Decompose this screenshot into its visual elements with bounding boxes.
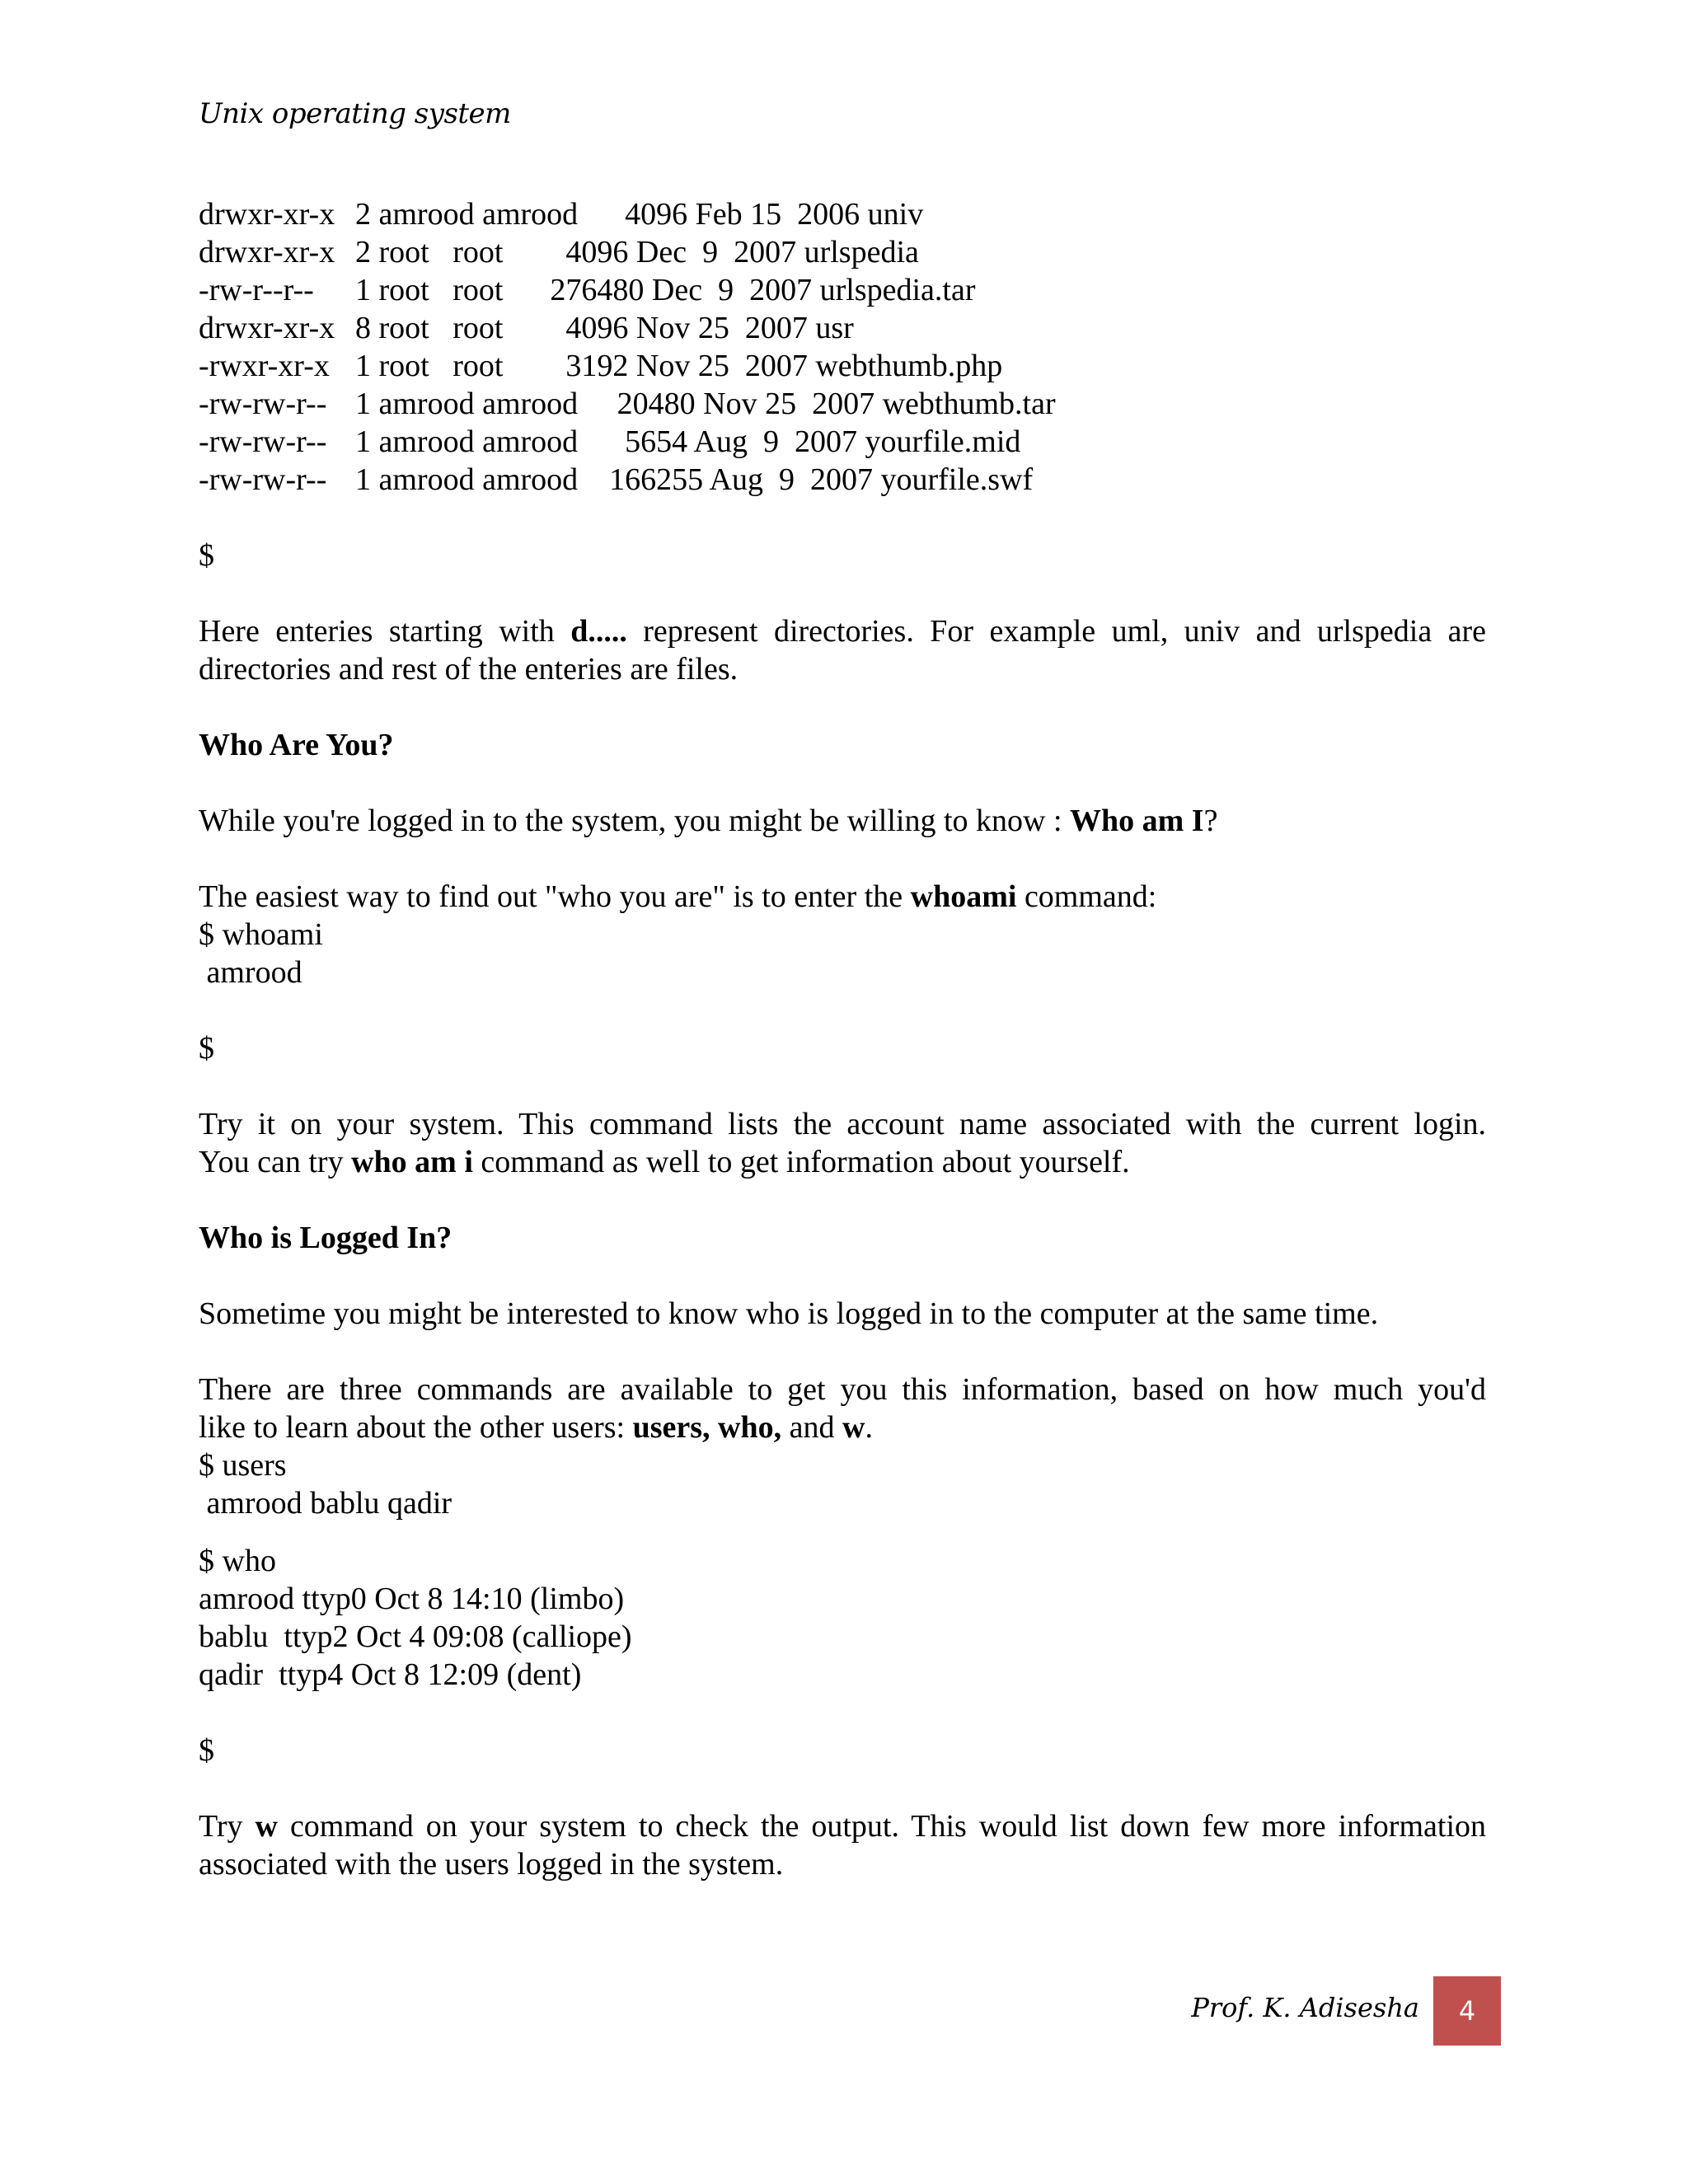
directory-listing [199, 195, 1486, 499]
paragraph-line: associated with the users logged in the system. [199, 1847, 784, 1882]
command-output-line: amrood ttyp0 Oct 8 14:10 (limbo) [199, 1582, 625, 1616]
command-output: amrood bablu qadir [199, 1486, 452, 1521]
section-heading-who-is-logged-in: Who is Logged In? [199, 1221, 452, 1255]
listing-row: -rwxr-xr-x 1 root root 3192 Nov 25 2007 webthumb.php [199, 349, 1003, 383]
listing-row: -rw-rw-r-- 1 amrood amrood 20480 Nov 25 2007 webthumb.tar [199, 387, 1056, 421]
command-output: amrood [199, 955, 302, 990]
paragraph-line: There are three commands are available to get you this information, based on how much you'd [199, 1372, 1486, 1407]
paragraph-sometime: Sometime you might be interested to know who is logged in to the computer at the same time. [199, 1296, 1379, 1331]
footer-author: Prof. K. Adisesha [1191, 1992, 1419, 2023]
listing-row: drwxr-xr-x 2 amrood amrood 4096 Feb 15 2006 univ [199, 197, 924, 232]
shell-prompt: $ [199, 1733, 214, 1768]
listing-row: -rw-r--r-- 1 root root 276480 Dec 9 2007 urlspedia.tar [199, 273, 976, 307]
running-header: Unix operating system [199, 97, 511, 130]
paragraph-directories [199, 612, 1486, 688]
command-output-line: bablu ttyp2 Oct 4 09:08 (calliope) [199, 1619, 632, 1654]
paragraph-try-it [199, 1105, 1486, 1181]
paragraph-line: directories and rest of the enteries are files. [199, 652, 738, 687]
listing-row: drwxr-xr-x 2 root root 4096 Dec 9 2007 urlspedia [199, 235, 919, 269]
paragraph-line: Try w command on your system to check the output. This would list down few more information [199, 1809, 1487, 1844]
paragraph-three-commands [199, 1371, 1486, 1446]
shell-prompt: $ [199, 538, 214, 573]
paragraph-line: Here enteries starting with d..... represent directories. For example uml, univ and urlspedia are [199, 614, 1486, 649]
paragraph-line: You can try who am i command as well to get information about yourself. [199, 1145, 1130, 1179]
paragraph-line: Try it on your system. This command lists the account name associated with the current login. [199, 1107, 1486, 1141]
command-whoami: $ whoami [199, 917, 323, 952]
paragraph-who-am-i: While you're logged in to the system, you might be willing to know : Who am I? [199, 804, 1218, 838]
listing-row: drwxr-xr-x 8 root root 4096 Nov 25 2007 usr [199, 311, 854, 345]
listing-row: -rw-rw-r-- 1 amrood amrood 5654 Aug 9 2007 yourfile.mid [199, 424, 1021, 459]
shell-prompt: $ [199, 1031, 214, 1066]
command-who: $ who [199, 1544, 276, 1578]
paragraph-line: like to learn about the other users: users, who, and w. [199, 1410, 873, 1445]
section-heading-who-are-you: Who Are You? [199, 728, 394, 762]
page-content [199, 195, 1486, 1883]
page-number-badge: 4 [1433, 1976, 1501, 2046]
paragraph-whoami-intro: The easiest way to find out "who you are" is to enter the whoami command: [199, 879, 1157, 914]
paragraph-try-w [199, 1807, 1486, 1883]
command-output-line: qadir ttyp4 Oct 8 12:09 (dent) [199, 1657, 582, 1692]
listing-row: -rw-rw-r-- 1 amrood amrood 166255 Aug 9 2007 yourfile.swf [199, 462, 1034, 497]
command-users: $ users [199, 1448, 287, 1483]
